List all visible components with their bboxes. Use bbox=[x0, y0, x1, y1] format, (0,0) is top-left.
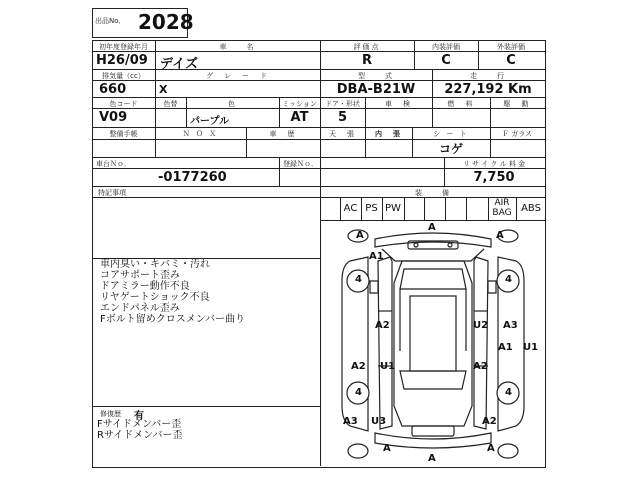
header-inspection: 車 検 bbox=[385, 100, 412, 108]
wheel-front-left: 4 bbox=[355, 274, 362, 285]
seat-value: コゲ bbox=[438, 142, 463, 156]
header-doors: ドア・形状 bbox=[325, 100, 360, 108]
color-value: パープル bbox=[190, 116, 230, 127]
damage-front-top: A bbox=[428, 222, 436, 233]
remark-line: ドアミラー動作不良 bbox=[100, 281, 190, 292]
repair-value: 有 bbox=[134, 411, 144, 422]
header-year: 初年度登録年月 bbox=[99, 43, 148, 51]
year-value: H26/09 bbox=[96, 53, 148, 68]
header-grade: グ レ ー ド bbox=[206, 72, 269, 80]
equipment-ps: PS bbox=[365, 203, 378, 214]
mileage-value: 227,192 Km bbox=[444, 82, 532, 97]
interior-grade-value: C bbox=[441, 53, 451, 68]
header-drive: 駆 動 bbox=[503, 100, 531, 108]
header-exterior-grade: 外装評価 bbox=[497, 43, 525, 51]
damage-right-lower-a2: A2 bbox=[473, 361, 488, 372]
color-code-value: V09 bbox=[99, 110, 128, 125]
header-interior-trim: 内 張 bbox=[375, 130, 402, 138]
damage-pillar: A1 bbox=[369, 251, 384, 262]
header-history: 車 歴 bbox=[269, 130, 297, 138]
damage-bottom-center: A bbox=[428, 453, 436, 464]
damage-front-left: A bbox=[356, 230, 364, 241]
header-mission: ミッション bbox=[282, 100, 317, 108]
header-name: 車 名 bbox=[219, 43, 256, 51]
damage-right-u2: U2 bbox=[473, 320, 489, 331]
equipment-ac: AC bbox=[343, 203, 358, 214]
header-color-change: 色替 bbox=[163, 100, 178, 108]
header-model: 型 式 bbox=[358, 72, 394, 80]
line bbox=[404, 197, 405, 220]
header-score: 評価点 bbox=[353, 43, 381, 51]
remark-line: リヤゲートショック不良 bbox=[100, 292, 210, 303]
line bbox=[92, 157, 546, 158]
equipment-airbag: AIR BAG bbox=[492, 198, 512, 218]
header-ceiling: 天 張 bbox=[329, 130, 356, 138]
repair-line: Rサイドメンバー歪 bbox=[97, 430, 183, 441]
line bbox=[445, 197, 446, 220]
header-equipment: 装 備 bbox=[415, 189, 451, 197]
line bbox=[279, 157, 280, 186]
wheel-rear-left: 4 bbox=[355, 387, 362, 398]
exterior-grade-value: C bbox=[506, 53, 516, 68]
line bbox=[92, 127, 546, 128]
header-remarks: 特記事項 bbox=[98, 189, 126, 197]
lot-label: 出品No． bbox=[95, 17, 126, 25]
equipment-row bbox=[320, 197, 546, 220]
header-color-code: 色コード bbox=[109, 100, 138, 108]
line bbox=[92, 186, 546, 187]
repair-line: Fサイドメンバー歪 bbox=[97, 419, 182, 430]
damage-rear-u3: U3 bbox=[371, 416, 387, 427]
damage-left-a2: A2 bbox=[375, 320, 390, 331]
remark-line: エンドパネル歪み bbox=[100, 303, 180, 314]
line bbox=[466, 197, 467, 220]
chassis-value: -0177260 bbox=[158, 170, 227, 185]
header-displacement: 排気量（cc） bbox=[102, 72, 145, 80]
equipment-abs: ABS bbox=[521, 203, 541, 214]
model-value: DBA-B21W bbox=[336, 82, 416, 97]
header-mileage: 走 行 bbox=[470, 72, 506, 80]
wheel-rear-right: 4 bbox=[505, 387, 512, 398]
header-seat: シ ー ト bbox=[433, 130, 469, 138]
score-value: R bbox=[361, 53, 372, 68]
damage-front-right: A bbox=[496, 230, 504, 241]
damage-right-u1: U1 bbox=[523, 342, 539, 353]
remark-line: コアサポート歪み bbox=[100, 270, 180, 281]
repair-list bbox=[97, 419, 312, 441]
header-fuel: 燃 料 bbox=[447, 100, 475, 108]
header-nox: Ｎ Ｏ Ｘ bbox=[182, 130, 219, 138]
wheel-front-right: 4 bbox=[505, 274, 512, 285]
header-color: 色 bbox=[228, 100, 237, 108]
line bbox=[424, 197, 425, 220]
doors-value: 5 bbox=[337, 110, 348, 125]
remarks-list bbox=[100, 259, 315, 325]
displacement-value: 660 bbox=[99, 82, 127, 97]
header-recycle: リ サ イ ク ル 料 金 bbox=[462, 160, 526, 168]
damage-left-lower-u1: U1 bbox=[380, 361, 396, 372]
header-registration: 登録Ｎｏ． bbox=[283, 160, 318, 168]
remark-line: Fボルト留めクロスメンバー曲り bbox=[100, 314, 246, 325]
mission-value: AT bbox=[290, 110, 309, 125]
header-front-glass: Ｆ ガラス bbox=[501, 130, 532, 138]
damage-left-lower-a2: A2 bbox=[351, 361, 366, 372]
damage-rear-a3: A3 bbox=[343, 416, 358, 427]
lot-number: 2028 bbox=[138, 10, 194, 34]
car-name-value: デイズ bbox=[160, 57, 198, 72]
header-interior-grade: 内装評価 bbox=[432, 43, 460, 51]
header-maintenance-book: 整備手帳 bbox=[109, 130, 138, 138]
remark-line: 車内臭い・キバミ・汚れ bbox=[100, 259, 210, 270]
damage-right-a3: A3 bbox=[503, 320, 518, 331]
damage-bottom-right: A bbox=[487, 443, 495, 454]
repair-label: 修復歴 bbox=[100, 410, 121, 418]
line bbox=[92, 97, 546, 98]
damage-right-a1: A1 bbox=[498, 342, 513, 353]
grade-value: X bbox=[159, 83, 168, 96]
recycle-value: 7,750 bbox=[473, 170, 515, 185]
line bbox=[92, 406, 320, 407]
damage-bottom-left: A bbox=[383, 443, 391, 454]
damage-rear-right-a2: A2 bbox=[482, 416, 497, 427]
equipment-pw: PW bbox=[385, 203, 401, 214]
header-chassis: 車台Ｎｏ． bbox=[96, 160, 131, 168]
